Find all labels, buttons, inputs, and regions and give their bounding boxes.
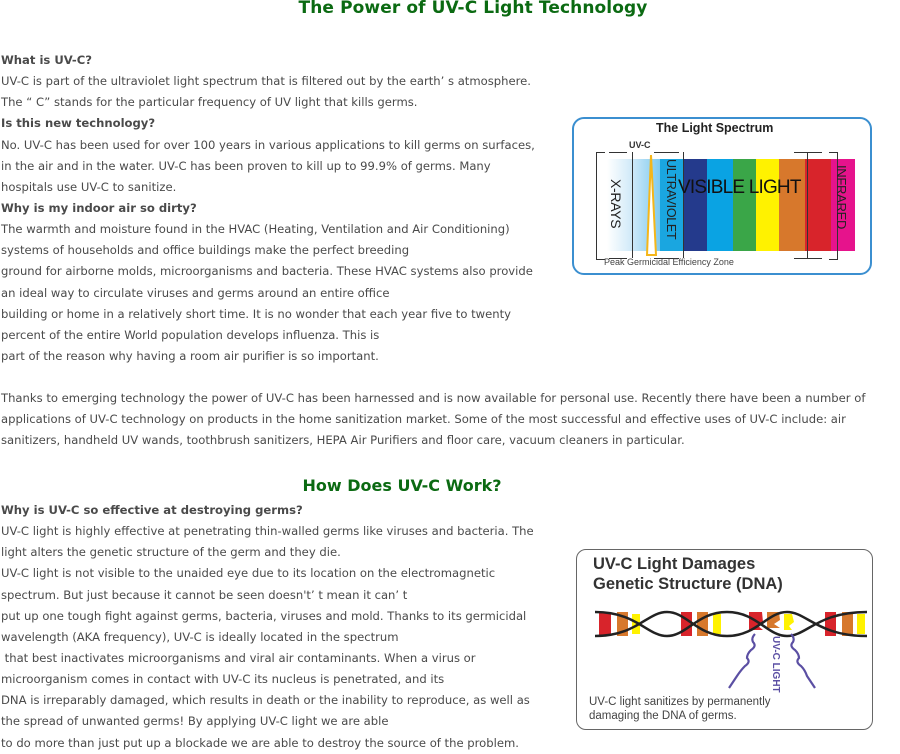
paragraph-line: the spread of unwanted germs! By applying UV-C light we are able: [1, 714, 389, 729]
paragraph-line: in the air and in the water. UV-C has been proven to kill up to 99.9% of germs. Many: [1, 158, 491, 173]
paragraph-line: that best inactivates microorganisms and viral air contaminants. When a virus or: [1, 650, 476, 665]
question-new-technology: Is this new technology?: [1, 116, 156, 131]
dna-title-line2: Genetic Structure (DNA): [593, 575, 783, 593]
thanks-paragraph: [1, 388, 891, 451]
paragraph-line: hospitals use UV-C to sanitize.: [1, 179, 177, 194]
page-title: The Power of UV-C Light Technology: [298, 0, 648, 18]
paragraph-line: spectrum. But just because it cannot be seen doesn't’ t mean it can’ t: [1, 587, 408, 602]
intro-section: [1, 50, 535, 367]
paragraph-line: The warmth and moisture found in the HVAC (Heating, Ventilation and Air Conditioning): [1, 222, 510, 237]
question-why-effective: Why is UV-C so effective at destroying germs?: [1, 503, 303, 517]
infrared-label: INFRARED: [834, 165, 849, 230]
uvc-light-beam-label: UV-C LIGHT: [770, 636, 781, 693]
uvc-label: UV-C: [629, 140, 651, 150]
xrays-label: X-RAYS: [608, 179, 624, 229]
paragraph-line: systems of households and office buildings make the perfect breeding: [1, 243, 410, 258]
paragraph-line: DNA is irreparably damaged, which results in death or the inability to reproduce, as well as: [1, 693, 530, 708]
paragraph-line: an ideal way to circulate viruses and germs around an entire office: [1, 285, 390, 300]
paragraph-line: wavelength (AKA frequency), UV-C is ideally located in the spectrum: [1, 629, 399, 644]
paragraph-line: building or home in a relatively short time. It is no wonder that each year five to twenty: [1, 306, 512, 321]
paragraph-line: Thanks to emerging technology the power of UV-C has been harnessed and is now available for personal use. Recently there have been a number of: [1, 391, 866, 405]
peak-zone-caption: Peak Germicidal Efficiency Zone: [604, 257, 734, 267]
paragraph-line: UV-C light is highly effective at penetrating thin-walled germs like viruses and bacteria. The: [1, 524, 534, 539]
paragraph-line: No. UV-C has been used for over 100 years in various applications to kill germs on surfaces,: [1, 137, 535, 152]
paragraph-line: light alters the genetic structure of the germ and they die.: [1, 545, 341, 560]
question-what-is-uvc: What is UV-C?: [1, 53, 92, 67]
paragraph-line: UV-C is part of the ultraviolet light spectrum that is filtered out by the earth’ s atmosphere.: [1, 74, 531, 89]
light-spectrum-figure: [572, 117, 872, 275]
paragraph-line: ground for airborne molds, microorganisms and bacteria. These HVAC systems also provide: [1, 264, 533, 279]
paragraph-line: part of the reason why having a room air purifier is so important.: [1, 348, 379, 363]
section-heading-how-uvc-works: How Does UV-C Work?: [302, 476, 502, 495]
paragraph-line: The “ C” stands for the particular frequency of UV light that kills germs.: [1, 95, 418, 110]
paragraph-line: sanitizers, handheld UV wands, toothbrush sanitizers, HEPA Air Purifiers and floor care, vacuum cleaners in particular.: [1, 433, 685, 448]
paragraph-line: to do more than just put up a blockade we are able to destroy the source of the problem.: [1, 735, 519, 750]
paragraph-line: percent of the entire World population develops influenza. This is: [1, 327, 380, 342]
spectrum-title: The Light Spectrum: [656, 121, 774, 135]
dna-damage-figure: [576, 549, 873, 730]
paragraph-line: UV-C light is not visible to the unaided eye due to its location on the electromagnetic: [1, 566, 496, 581]
dna-caption-line2: damaging the DNA of germs.: [589, 710, 737, 722]
dna-title-line1: UV-C Light Damages: [593, 555, 756, 573]
dna-figure-caption: [589, 695, 771, 723]
ultraviolet-label: ULTRAVIOLET: [664, 159, 678, 240]
paragraph-line: microorganism comes in contact with UV-C its nucleus is penetrated, and its: [1, 672, 445, 687]
how-section: [1, 500, 534, 754]
dna-caption-line1: UV-C light sanitizes by permanently: [589, 696, 771, 708]
paragraph-line: applications of UV-C technology on products in the home sanitization market. Some of the most successful and effective uses of UV-C include: air: [1, 412, 846, 427]
question-indoor-air: Why is my indoor air so dirty?: [1, 200, 197, 215]
paragraph-line: put up one tough fight against germs, bacteria, viruses and mold. Thanks to its germicidal: [1, 608, 527, 623]
visible-light-label: VISIBLE LIGHT: [678, 177, 801, 198]
